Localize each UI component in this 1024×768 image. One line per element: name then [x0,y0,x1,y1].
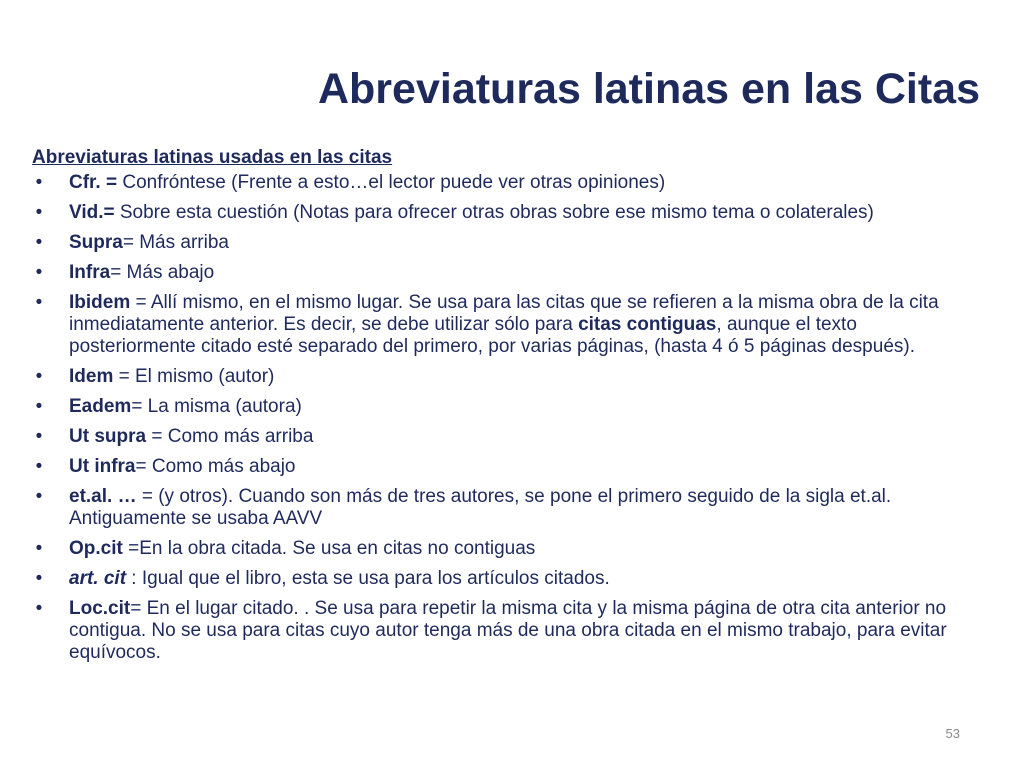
list-item [32,366,972,388]
abbreviation-term: Supra [69,232,123,253]
bullet-icon: • [35,366,43,387]
abbreviation-meaning: = Como más abajo [135,456,296,477]
abbreviation-meaning: = Allí mismo, en el mismo lugar. Se usa para las citas que se refieren a la misma obra de la cita inmediatamente anterior. Es decir, se debe utilizar sólo para [69,292,939,335]
bullet-icon: • [35,202,43,223]
abbreviation-meaning: = La misma (autora) [131,396,302,417]
abbreviation-meaning-continued: , aunque el texto posteriormente citado esté separado del primero, por varias páginas, (hasta 4 ó 5 páginas después). [69,314,915,357]
abbreviation-term: Ut infra [69,456,136,477]
emphasis-text: citas contiguas [578,314,717,335]
abbreviation-meaning: = Más abajo [110,262,215,283]
abbreviation-term: Vid.= [69,202,115,223]
abbreviation-term: Ibidem [69,292,131,313]
abbreviation-term: Cfr. = [69,172,118,193]
slide-content [32,146,972,672]
list-item [32,598,972,664]
abbreviation-term: Op.cit [69,538,123,559]
list-item [32,292,972,358]
abbreviation-term: Infra [69,262,111,283]
list-subheading: Abreviaturas latinas usadas en las citas [32,147,393,168]
abbreviation-meaning: = (y otros). Cuando son más de tres autores, se pone el primero seguido de la sigla et.al. Antiguamente se usaba AAVV [69,486,892,529]
bullet-icon: • [35,396,43,417]
abbreviation-term: Loc.cit [69,598,131,619]
bullet-icon: • [35,598,43,619]
list-item [32,232,972,254]
abbreviation-meaning: = Como más arriba [146,426,314,447]
list-item [32,172,972,194]
abbreviation-meaning: Confróntese (Frente a esto…el lector puede ver otras opiniones) [117,172,666,193]
bullet-icon: • [35,456,43,477]
abbreviation-term: et.al. … [69,486,137,507]
abbreviation-meaning: = El mismo (autor) [113,366,275,387]
abbreviation-term: Eadem [69,396,132,417]
abbreviation-term: Idem [69,366,114,387]
page-number: 53 [945,726,960,741]
abbreviation-meaning: Sobre esta cuestión (Notas para ofrecer otras obras sobre ese mismo tema o colaterales) [114,202,874,223]
abbreviation-meaning: = En el lugar citado. . Se usa para repetir la misma cita y la misma página de otra cita anterior no contigua. No se usa para citas cuyo autor tenga más de una obra citada en el mismo trabajo, para evitar equívocos. [69,598,947,663]
abbreviation-meaning: = Más arriba [122,232,229,253]
bullet-icon: • [35,538,43,559]
abbreviation-term: art. cit [69,568,127,589]
bullet-icon: • [35,568,43,589]
abbreviation-term: Ut supra [69,426,147,447]
list-item [32,262,972,284]
list-item [32,456,972,478]
bullet-icon: • [35,426,43,447]
abbreviation-meaning: : Igual que el libro, esta se usa para los artículos citados. [126,568,610,589]
bullet-icon: • [35,232,43,253]
slide-title: Abreviaturas latinas en las Citas [317,65,980,113]
bullet-icon: • [35,292,43,313]
list-item [32,202,972,224]
abbreviation-meaning: =En la obra citada. Se usa en citas no contiguas [122,538,536,559]
list-item [32,396,972,418]
list-item [32,486,972,530]
list-item [32,426,972,448]
bullet-icon: • [35,262,43,283]
list-item [32,538,972,560]
bullet-icon: • [35,486,43,507]
bullet-icon: • [35,172,43,193]
abbreviation-list [32,172,972,664]
list-item [32,568,972,590]
